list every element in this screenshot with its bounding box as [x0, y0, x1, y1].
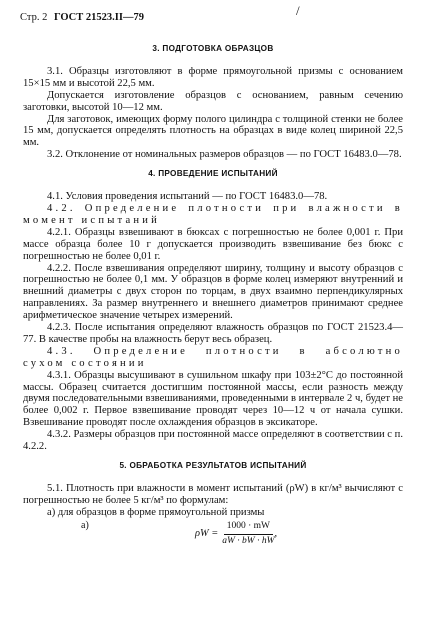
- formula-side-note: а): [81, 519, 89, 531]
- para-4-2-2: 4.2.2. После взвешивания определяют ширину, толщину и высоту образцов с погрешностью не более 0,1 мм. У образцов в форме колец измеряют внутренний и внешний диаметры с двух сторон по торцам, в двух взаимно перпендикулярных направлениях. За размер внутреннего и внешнего диаметров принимают среднее арифметическое значение четырех измерений.: [23, 262, 403, 322]
- document-body: [23, 40, 403, 559]
- para-4-1: 4.1. Условия проведения испытаний — по ГОСТ 16483.0—78.: [47, 191, 328, 203]
- para-4-2-1: 4.2.1. Образцы взвешивают в бюксах с погрешностью не более 0,001 г. При массе образца более 10 г допускается производить взвешивание без бюкс с погрешностью не более 0,01 г.: [23, 226, 403, 262]
- formula-numerator: 1000 · mW: [224, 521, 273, 535]
- section-4-title: 4. ПРОВЕДЕНИЕ ИСПЫТАНИЙ: [148, 169, 278, 179]
- para-3-1-b: Для заготовок, имеющих форму полого цилиндра с толщиной стенки не более 15 мм, допускается определять плотность на образцах в виде колец шириной 22,5 мм.: [23, 113, 403, 149]
- para-4-3-2: 4.3.2. Размеры образцов при постоянной массе определяют в соответствии с п. 4.2.2.: [23, 429, 403, 453]
- margin-mark: /: [296, 3, 300, 18]
- formula-denominator: aW · bW · hW: [222, 535, 275, 546]
- page-header: [20, 12, 144, 23]
- formula-tail: ,: [274, 528, 278, 540]
- page-number: Стр. 2: [20, 12, 48, 23]
- para-3-1: 3.1. Образцы изготовляют в форме прямоугольной призмы с основанием 15×15 мм и высотой 22,5 мм.: [23, 65, 403, 89]
- para-3-2: 3.2. Отклонение от номинальных размеров образцов — по ГОСТ 16483.0—78.: [47, 149, 402, 161]
- section-3-title: 3. ПОДГОТОВКА ОБРАЗЦОВ: [152, 44, 274, 53]
- section-5-title: 5. ОБРАБОТКА РЕЗУЛЬТАТОВ ИСПЫТАНИЙ: [119, 461, 307, 470]
- para-4-2-heading: 4.2. Определение плотности при влажности в момент испытаний: [23, 202, 403, 226]
- standard-code: ГОСТ 21523.II—79: [53, 12, 144, 23]
- formula-lhs: ρW =: [195, 528, 219, 540]
- para-5-1: 5.1. Плотность при влажности в момент испытаний (ρW) в кг/м³ вычисляют с погрешностью не более 5 кг/м³ по формулам:: [23, 482, 403, 506]
- density-formula: [195, 521, 277, 548]
- formula-fraction: [222, 521, 274, 548]
- para-4-3-1: 4.3.1. Образцы высушивают в сушильном шкафу при 103±2°C до постоянной массы. Образец считается достигшим постоянной массы, если разность между двумя последовательными взвешиваниями, проведенными в интервале 2 ч, будет не более 0,002 г. Первое взвешивание проводят через 10—12 ч от начала сушки. Взвешивание проводят после охлаждения образцов в эксикаторе.: [23, 369, 403, 429]
- para-4-2-3: 4.2.3. После испытания определяют влажность образцов по ГОСТ 21523.4—77. В качестве пробы на влажность берут весь образец.: [23, 322, 403, 345]
- para-3-1-a: Допускается изготовление образцов с основанием, равным сечению заготовки, высотой 10—12 мм.: [23, 89, 403, 113]
- para-4-3-heading: 4.3. Определение плотности в абсолютно сухом состоянии: [23, 345, 403, 369]
- para-5-1-a: а) для образцов в форме прямоугольной призмы: [47, 506, 265, 518]
- formula-block: [23, 519, 403, 559]
